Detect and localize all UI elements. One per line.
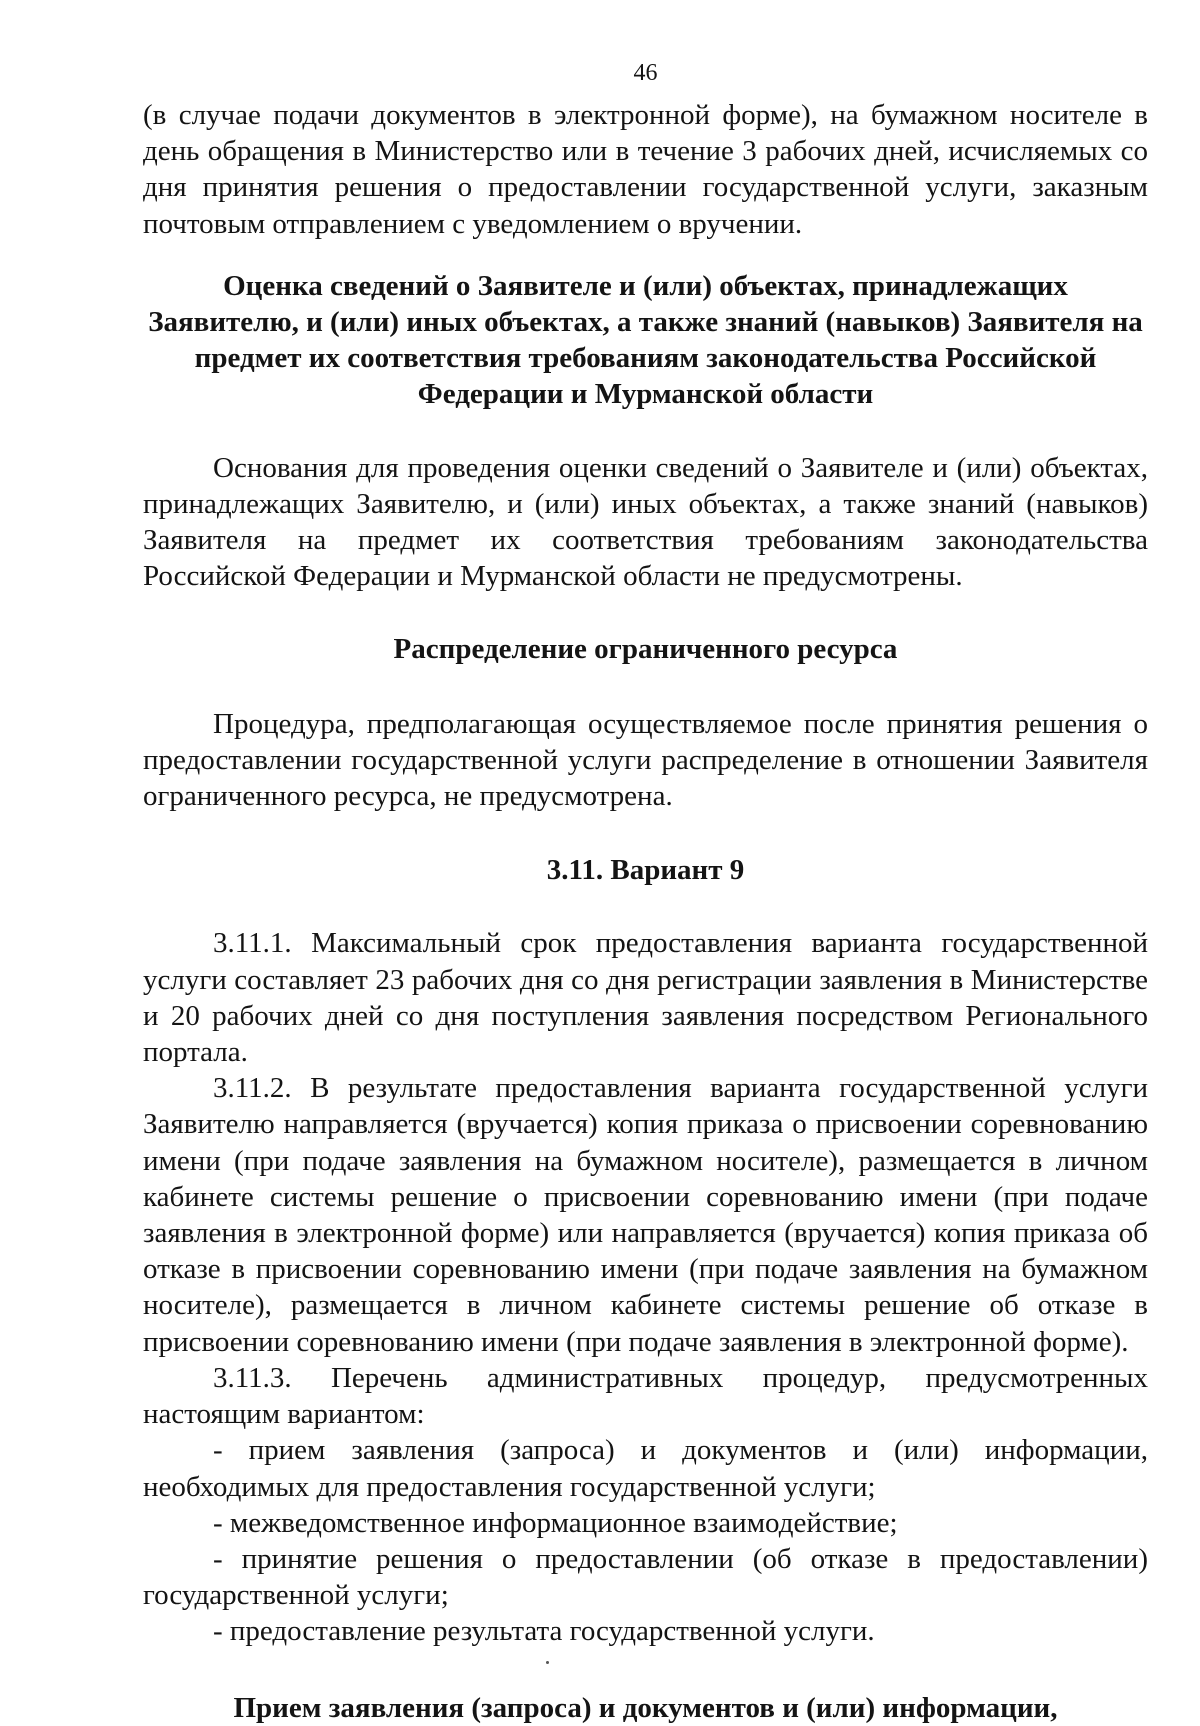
assessment-grounds-paragraph: Основания для проведения оценки сведений о Заявителе и (или) объектах, принадлежащих Заявителю, и (или) иных объектах, а также знаний (навыков) Заявителя на предмет их соответствия требованиям законодательства Российской Федерации и Мурманской области не предусмотрены.	[143, 451, 1148, 593]
page-number: 46	[633, 60, 658, 86]
heading-assessment	[143, 268, 1148, 413]
procedure-list-item: - принятие решения о предоставлении (об отказе в предоставлении) государственной услуги;	[143, 1542, 1148, 1612]
procedure-list-item: - предоставление результата государственной услуги.	[213, 1615, 875, 1648]
procedure-list-item: - межведомственное информационное взаимодействие;	[213, 1506, 898, 1539]
heading-assessment-line: Оценка сведений о Заявителе и (или) объектах, принадлежащих	[223, 269, 1068, 302]
page-content	[143, 97, 1148, 1726]
heading-variant: 3.11. Вариант 9	[546, 854, 745, 887]
procedure-list-item: - прием заявления (запроса) и документов и (или) информации, необходимых для предоставления государственной услуги;	[143, 1434, 1148, 1503]
scan-artifact	[546, 1661, 549, 1664]
heading-reception: Прием заявления (запроса) и документов и (или) информации,	[233, 1691, 1058, 1724]
distribution-paragraph: Процедура, предполагающая осуществляемое после принятия решения о предоставлении государственной услуги распределение в отношении Заявителя ограниченного ресурса, не предусмотрена.	[143, 707, 1148, 813]
heading-assessment-line: Заявителю, и (или) иных объектах, а также знаний (навыков) Заявителя на	[148, 306, 1143, 339]
continuation-paragraph: (в случае подачи документов в электронной форме), на бумажном носителе в день обращения в Министерство или в течение 3 рабочих дней, исчисляемых со дня принятия решения о предоставлении государственной услуги, заказным почтовым отправлением с уведомлением о вручении.	[143, 99, 1148, 240]
heading-assessment-line: предмет их соответствия требованиям законодательства Российской	[194, 342, 1097, 375]
clause-3-11-1: 3.11.1. Максимальный срок предоставления варианта государственной услуги составляет 23 рабочих дня со дня регистрации заявления в Министерстве и 20 рабочих дней со дня поступления заявления посредством Регионального портала.	[143, 927, 1148, 1069]
heading-assessment-line: Федерации и Мурманской области	[417, 378, 874, 411]
clause-3-11-3: 3.11.3. Перечень административных процедур, предусмотренных настоящим вариантом:	[143, 1361, 1148, 1431]
clause-3-11-2: 3.11.2. В результате предоставления варианта государственной услуги Заявителю направляется (вручается) копия приказа о присвоении соревнованию имени (при подаче заявления на бумажном носителе), размещается в личном кабинете системы решение о присвоении соревнованию имени (при подаче заявления в электронной форме) или направляется (вручается) копия приказа об отказе в присвоении соревнованию имени (при подаче заявления на бумажном носителе), размещается в личном кабинете системы решение об отказе в присвоении соревнованию имени (при подаче заявления в электронной форме).	[143, 1072, 1148, 1358]
heading-distribution: Распределение ограниченного ресурса	[393, 633, 898, 666]
